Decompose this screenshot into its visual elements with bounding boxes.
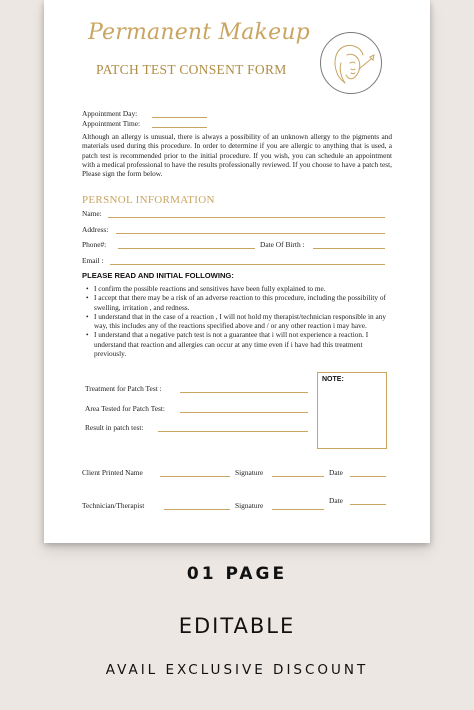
list-item: • I accept that there may be a risk of an adverse reaction to this procedure, including the possibility of swelling, irritation , and redness.: [86, 293, 392, 312]
area-tested-field[interactable]: [180, 412, 308, 413]
email-field[interactable]: [110, 264, 385, 265]
pages-caption: 01 PAGE: [186, 564, 288, 584]
signature-label: Signature: [235, 468, 264, 477]
consent-list: [86, 284, 392, 358]
address-field[interactable]: [116, 233, 385, 234]
form-script-title: Permanent Makeup: [88, 20, 310, 45]
client-signature-field[interactable]: [272, 476, 324, 477]
technician-label: Technician/Therapist: [82, 501, 145, 510]
email-label: Email :: [82, 256, 104, 265]
list-item: • I confirm the possible reactions and sensitives have been fully explained to me.: [86, 284, 392, 293]
technician-signature-field[interactable]: [272, 509, 324, 510]
appointment-day-field[interactable]: [152, 117, 207, 118]
note-box[interactable]: [317, 372, 387, 449]
note-label: NOTE:: [322, 376, 344, 383]
result-label: Result in patch test:: [85, 423, 144, 432]
list-item: • I understand that a negative patch test is not a guarantee that i will not experience a reaction. I understand that reaction and allergies can occur at any time even if i have had this treatment previously.: [86, 330, 392, 358]
technician-name-field[interactable]: [164, 509, 230, 510]
discount-caption: AVAIL EXCLUSIVE DISCOUNT: [105, 662, 369, 678]
date-label: Date: [329, 496, 343, 505]
treatment-label: Treatment for Patch Test :: [85, 384, 162, 393]
technician-date-field[interactable]: [350, 504, 386, 505]
phone-field[interactable]: [118, 248, 255, 249]
dob-field[interactable]: [313, 248, 385, 249]
appointment-time-label: Appointment Time:: [82, 119, 141, 128]
appointment-day-label: Appointment Day:: [82, 109, 138, 118]
dob-label: Date Of Birth :: [260, 240, 305, 249]
treatment-field[interactable]: [180, 392, 308, 393]
client-date-field[interactable]: [350, 476, 386, 477]
client-name-label: Client Printed Name: [82, 468, 143, 477]
name-label: Name:: [82, 209, 102, 218]
list-item: • I understand that in the case of a reaction , I will not hold my therapist/technician responsible in any way, this includes any of the reactions specified above and / or any other reaction i may have.: [86, 312, 392, 331]
form-subtitle: PATCH TEST CONSENT FORM: [96, 62, 287, 77]
client-name-field[interactable]: [160, 476, 230, 477]
date-label: Date: [329, 468, 343, 477]
address-label: Address:: [82, 225, 109, 234]
phone-label: Phone#:: [82, 240, 107, 249]
woman-face-makeup-brush-icon: [320, 32, 382, 94]
result-field[interactable]: [158, 431, 308, 432]
name-field[interactable]: [108, 217, 385, 218]
signature-label: Signature: [235, 501, 264, 510]
appointment-time-field[interactable]: [152, 127, 207, 128]
area-tested-label: Area Tested for Patch Test:: [85, 404, 165, 413]
personal-info-heading: PERSNOL INFORMATION: [82, 194, 215, 206]
editable-caption: EDITABLE: [178, 614, 296, 638]
read-initial-heading: PLEASE READ AND INITIAL FOLLOWING:: [82, 271, 234, 280]
intro-paragraph: Although an allergy is unusual, there is always a possibility of an unknown allergy to the pigments and materials used during this procedure. In order to determine if you are allergic to anything that is used, a patch test is recommended prior to the initial procedure. If you wish, you can schedule an appointment with a medical professional to have the results professionally reviewed. If you choose to have a patch test, Please sign the form below.: [82, 132, 392, 179]
